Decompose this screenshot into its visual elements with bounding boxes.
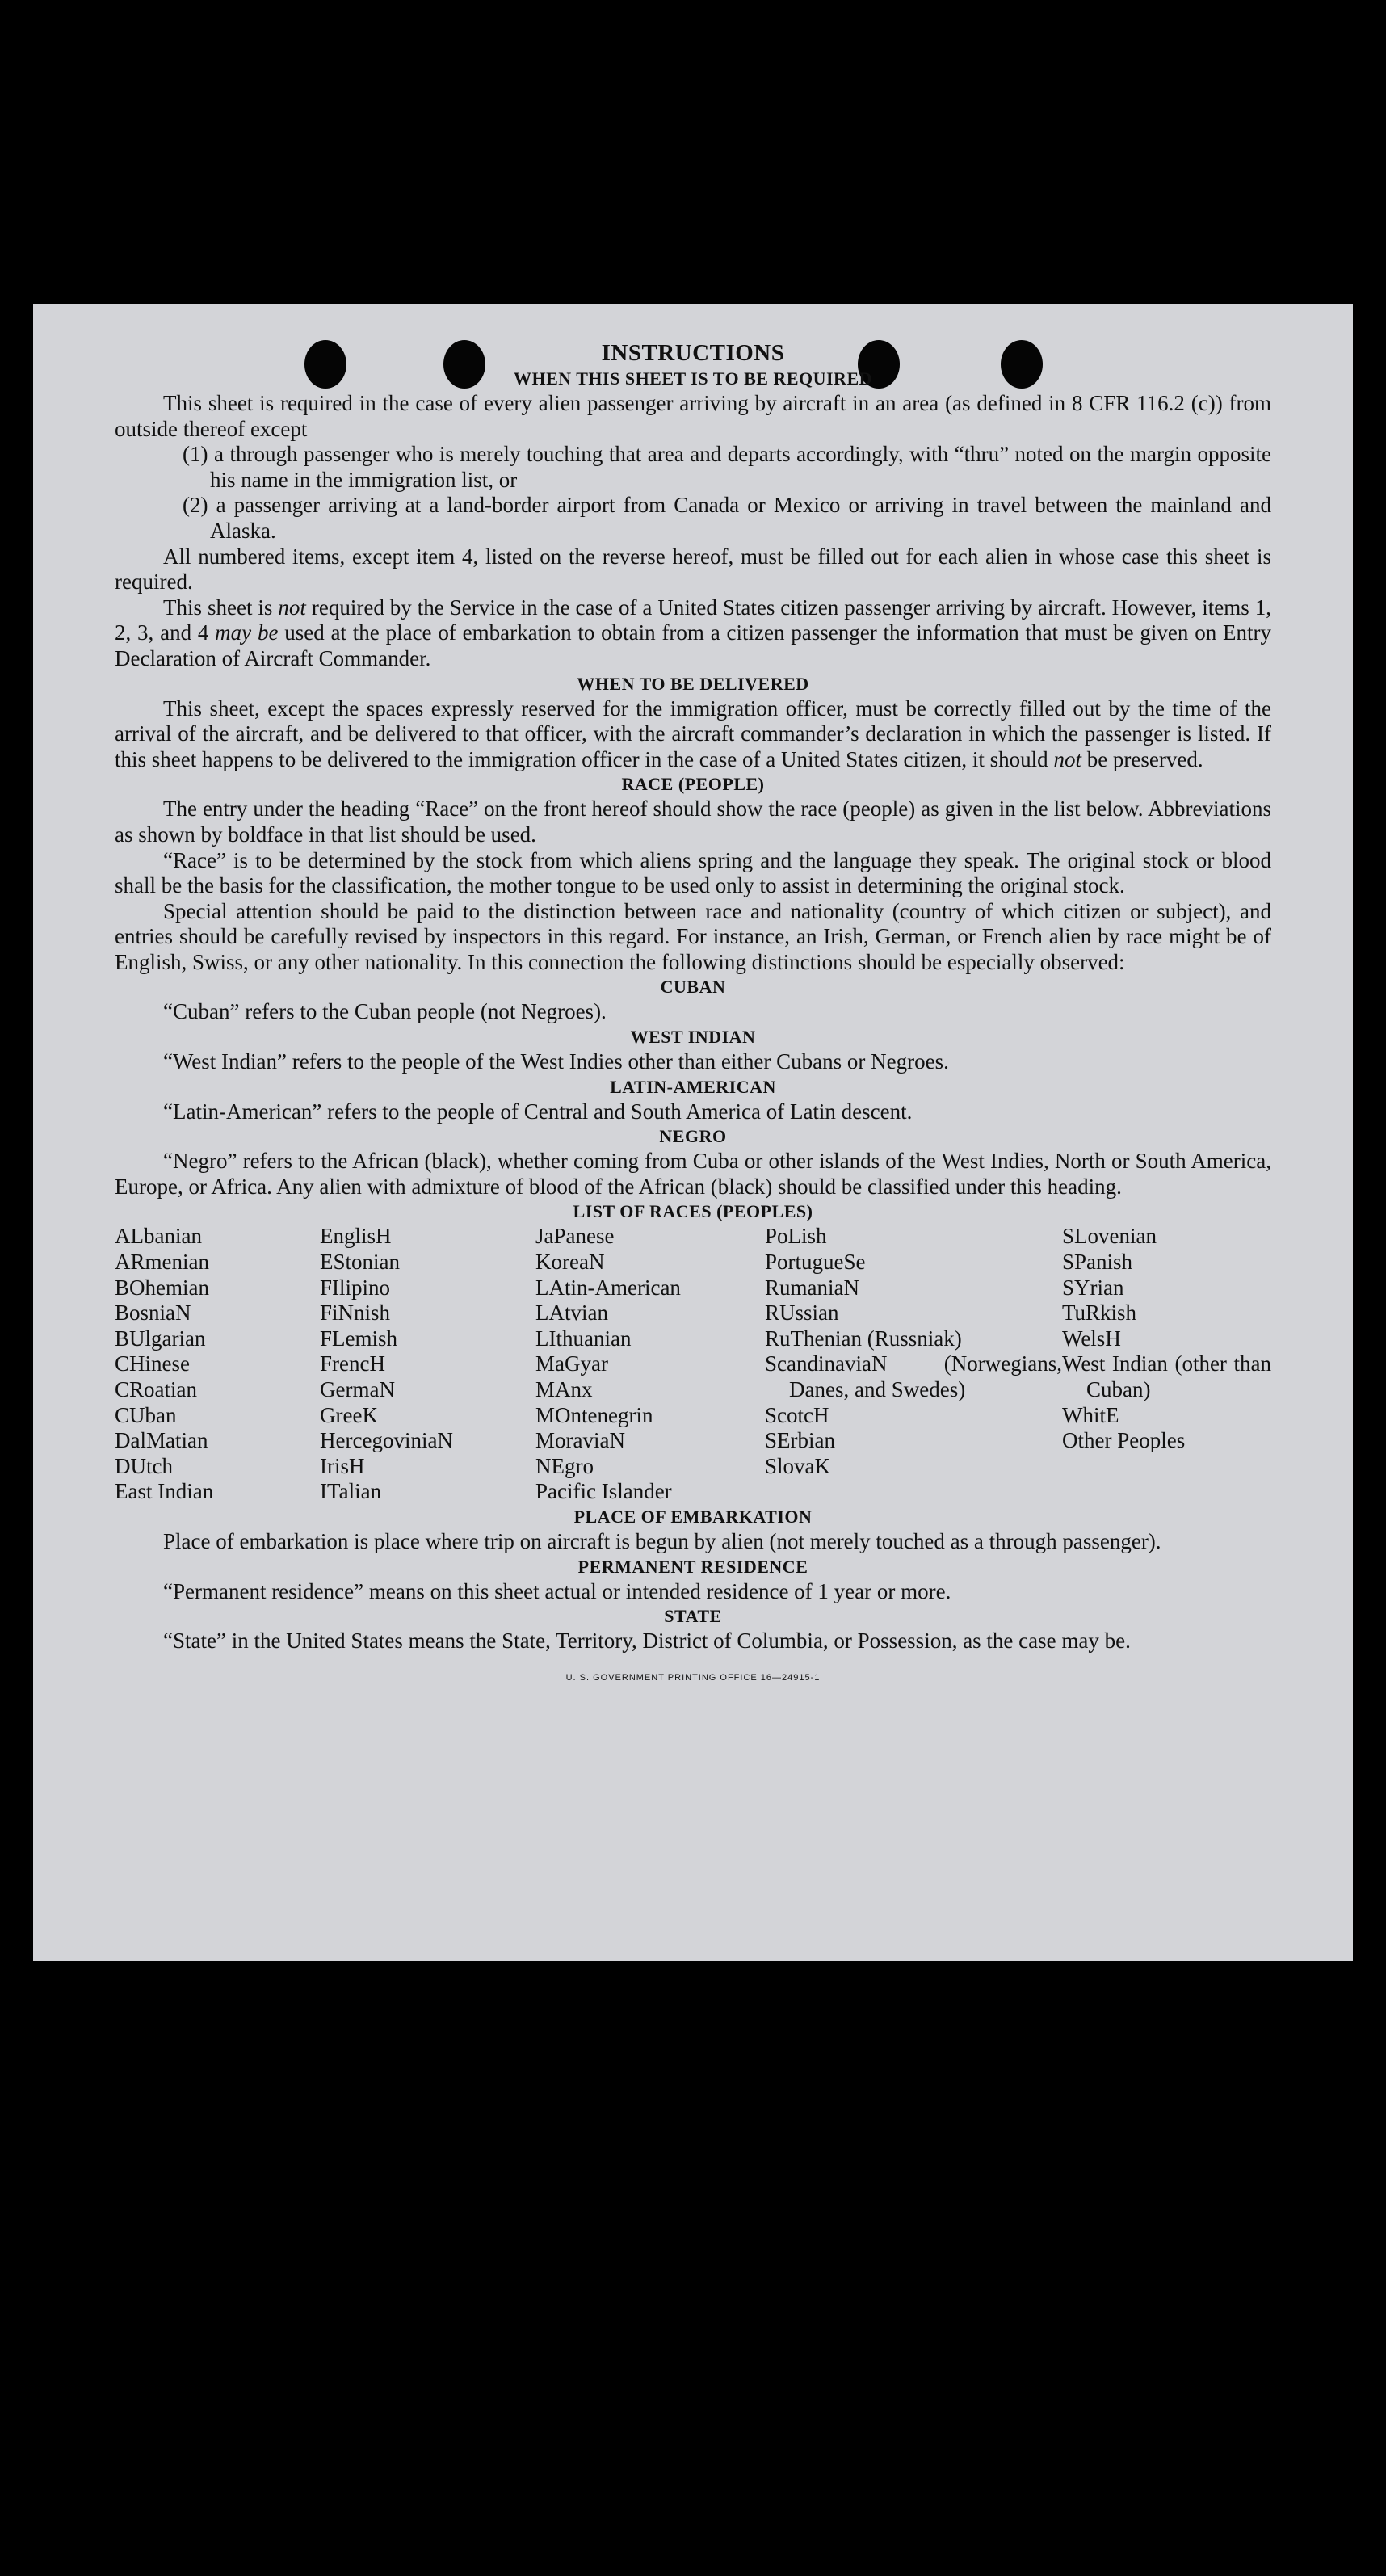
race-entry: EnglisH xyxy=(320,1224,392,1249)
race-entry: MOntenegrin xyxy=(536,1402,653,1427)
races-column xyxy=(1062,1224,1271,1505)
text: This sheet is xyxy=(163,595,279,620)
paragraph: “Cuban” refers to the Cuban people (not Negroes). xyxy=(163,999,607,1024)
race-entry: Pacific Islander xyxy=(536,1479,672,1504)
heading-negro: NEGRO xyxy=(659,1126,727,1147)
race-entry: GreeK xyxy=(320,1402,378,1427)
paragraph: All numbered items, except item 4, listed on the reverse hereof, must be filled out for each alien in whose case this sheet is required. xyxy=(115,544,1271,595)
italic-text: may be xyxy=(215,620,279,645)
race-entry: LIthuanian xyxy=(536,1326,632,1351)
race-entry: CUban xyxy=(115,1402,177,1427)
race-entry: RumaniaN xyxy=(765,1275,859,1300)
race-entry: HercegoviniaN xyxy=(320,1428,453,1453)
race-entry: PortugueSe xyxy=(765,1250,866,1275)
race-entry: WelsH xyxy=(1062,1326,1121,1351)
italic-text: not xyxy=(278,595,306,620)
races-column xyxy=(536,1224,765,1505)
italic-text: not xyxy=(1053,746,1082,771)
race-entry: FiNnish xyxy=(320,1301,391,1326)
heading-latin-american: LATIN-AMERICAN xyxy=(610,1076,776,1097)
race-entry: ScotcH xyxy=(765,1402,830,1427)
heading-required: WHEN THIS SHEET IS TO BE REQUIRED xyxy=(513,368,873,389)
race-entry: DUtch xyxy=(115,1453,173,1478)
heading-delivered: WHEN TO BE DELIVERED xyxy=(577,673,809,694)
document-body xyxy=(115,339,1271,1691)
races-column xyxy=(320,1224,536,1505)
races-list xyxy=(115,1224,1271,1505)
text: used at the place of embarkation to obtain from a citizen passenger the information that must be given on Entry Declaration of Aircraft Commander. xyxy=(115,620,1271,670)
paragraph: “Latin-American” refers to the people of Central and South America of Latin descent. xyxy=(163,1099,913,1124)
race-entry: FrencH xyxy=(320,1351,385,1376)
race-entry: LAtin-American xyxy=(536,1275,681,1300)
race-entry: FLemish xyxy=(320,1326,398,1351)
heading-state: STATE xyxy=(664,1606,722,1627)
heading-west-indian: WEST INDIAN xyxy=(630,1027,756,1048)
paragraph: Place of embarkation is place where trip on aircraft is begun by alien (not merely touched as a through passenger). xyxy=(163,1528,1161,1553)
race-entry: DalMatian xyxy=(115,1428,208,1453)
race-entry: SLovenian xyxy=(1062,1224,1157,1249)
race-entry: KoreaN xyxy=(536,1250,605,1275)
list-item: (1) a through passenger who is merely touching that area and departs accordingly, with “thru” noted on the margin opposite his name in the immigration list, or xyxy=(183,442,1271,492)
race-entry: MoraviaN xyxy=(536,1428,625,1453)
paragraph xyxy=(115,696,1271,773)
text: be preserved. xyxy=(1081,746,1203,771)
race-entry: PoLish xyxy=(765,1224,827,1249)
paragraph: The entry under the heading “Race” on the front hereof should show the race (people) as given in the list below. Abbreviations as shown by boldface in that list should be used. xyxy=(115,796,1271,847)
race-entry: WhitE xyxy=(1062,1402,1119,1427)
page-title: INSTRUCTIONS xyxy=(601,340,785,366)
paragraph: “Negro” refers to the African (black), whether coming from Cuba or other islands of the West Indies, North or South America, Europe, or Africa. Any alien with admixture of blood of the African (black) should be classified under this heading. xyxy=(115,1149,1271,1199)
race-entry: LAtvian xyxy=(536,1301,608,1326)
paragraph: “Permanent residence” means on this sheet actual or intended residence of 1 year or more. xyxy=(163,1578,951,1603)
race-entry: East Indian xyxy=(115,1479,214,1504)
race-entry: MaGyar xyxy=(536,1351,608,1376)
paragraph: Special attention should be paid to the distinction between race and nationality (country of which citizen or subject), and entries should be carefully revised by inspectors in this regard. For instance, an Irish, German, or French alien by race might be of English, Swiss, or any other nationality. In this connection the following distinctions should be especially observed: xyxy=(115,898,1271,974)
text: required by the Service in the case of a United States citizen passenger arriving by aircraft. However, items 1, 2, 3, and 4 xyxy=(115,595,1271,645)
race-entry: JaPanese xyxy=(536,1224,615,1249)
race-entry: NEgro xyxy=(536,1453,594,1478)
race-entry: ARmenian xyxy=(115,1250,209,1275)
race-entry: EStonian xyxy=(320,1250,400,1275)
printer-imprint: U. S. GOVERNMENT PRINTING OFFICE 16—24915-1 xyxy=(565,1672,821,1683)
race-entry: SPanish xyxy=(1062,1250,1133,1275)
race-entry: SYrian xyxy=(1062,1275,1124,1300)
heading-race: RACE (PEOPLE) xyxy=(621,774,765,795)
race-entry: Other Peoples xyxy=(1062,1428,1186,1453)
heading-embarkation: PLACE OF EMBARKATION xyxy=(573,1506,813,1527)
race-entry: RuThenian (Russniak) xyxy=(765,1326,962,1351)
race-entry: IrisH xyxy=(320,1453,365,1478)
race-entry: West Indian (other than Cuban) xyxy=(1062,1351,1271,1401)
text: This sheet, except the spaces expressly reserved for the immigration officer, must be correctly filled out by the time of the arrival of the aircraft, and be delivered to that officer, with the aircraft commander’s declaration in which the passenger is listed. If this sheet happens to be delivered to the immigration officer in the case of a United States citizen, it should xyxy=(115,695,1271,771)
paragraph: This sheet is required in the case of every alien passenger arriving by aircraft in an area (as defined in 8 CFR 116.2 (c)) from outside thereof except xyxy=(115,391,1271,441)
heading-list-of-races: LIST OF RACES (PEOPLES) xyxy=(573,1201,813,1222)
race-entry: SErbian xyxy=(765,1428,835,1453)
paragraph: “State” in the United States means the State, Territory, District of Columbia, or Possession, as the case may be. xyxy=(163,1628,1131,1654)
race-entry: CHinese xyxy=(115,1351,190,1376)
race-entry: TuRkish xyxy=(1062,1301,1137,1326)
race-entry: BOhemian xyxy=(115,1275,209,1300)
race-entry: CRoatian xyxy=(115,1377,197,1401)
heading-residence: PERMANENT RESIDENCE xyxy=(578,1556,808,1577)
races-column xyxy=(765,1224,1062,1505)
paragraph: “Race” is to be determined by the stock from which aliens spring and the language they speak. The original stock or blood shall be the basis for the classification, the mother tongue to be used only to assist in determining the original stock. xyxy=(115,847,1271,898)
race-entry: BosniaN xyxy=(115,1301,191,1326)
race-entry: ScandinaviaN (Norwegians, Danes, and Swedes) xyxy=(765,1351,1062,1401)
race-entry: ALbanian xyxy=(115,1224,202,1249)
race-entry: ITalian xyxy=(320,1479,382,1504)
race-entry: BUlgarian xyxy=(115,1326,206,1351)
heading-cuban: CUBAN xyxy=(660,977,726,998)
paragraph xyxy=(115,595,1271,672)
race-entry: SlovaK xyxy=(765,1453,830,1478)
race-entry: MAnx xyxy=(536,1377,593,1401)
paragraph: “West Indian” refers to the people of the West Indies other than either Cubans or Negroes. xyxy=(163,1049,949,1074)
list-item: (2) a passenger arriving at a land-border airport from Canada or Mexico or arriving in travel between the mainland and Alaska. xyxy=(183,493,1271,543)
race-entry: RUssian xyxy=(765,1301,839,1326)
race-entry: FIlipino xyxy=(320,1275,391,1300)
races-column xyxy=(115,1224,320,1505)
race-entry: GermaN xyxy=(320,1377,395,1401)
